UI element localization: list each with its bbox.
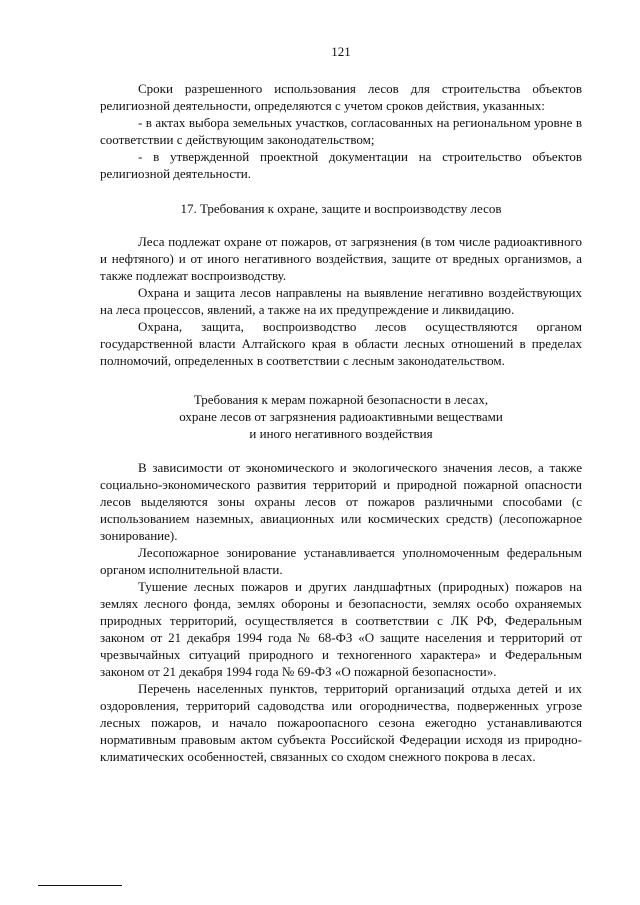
paragraph-fire-zoning: В зависимости от экономического и экологического значения лесов, а также социально-экономического развития территорий и природной пожарной опасности лесов выделяются зоны охраны лесов от пожаров различными способами (с использованием наземных, авиационных или космических средств) (лесопожарное зонирование). xyxy=(100,460,582,543)
paragraph-firefighting: Тушение лесных пожаров и других ландшафтных (природных) пожаров на землях лесного фонда, землях обороны и безопасности, землях особо охраняемых природных территорий, осуществляется в соответствии с ЛК РФ, Федеральным законом от 21 декабря 1994 года № 68-ФЗ «О защите населения и территорий от чрезвычайных ситуаций природного и техногенного характера» и Федеральным законом от 21 декабря 1994 года № 69-ФЗ «О пожарной безопасности». xyxy=(100,579,582,679)
list-item-project-docs: - в утвержденной проектной документации на строительство объектов религиозной деятельности. xyxy=(100,149,582,181)
paragraph-usage-terms: Сроки разрешенного использования лесов для строительства объектов религиозной деятельности, определяются с учетом сроков действия, указанных: xyxy=(100,81,582,113)
heading-line: Требования к мерам пожарной безопасности в лесах, xyxy=(193,392,489,407)
section-17-heading: 17. Требования к охране, защите и воспроизводству лесов xyxy=(180,201,502,216)
heading-line: охране лесов от загрязнения радиоактивными веществами xyxy=(179,409,503,424)
paragraph-authority: Охрана, защита, воспроизводство лесов осуществляются органом государственной власти Алтайского края в области лесных отношений в пределах полномочий, определенных в соответствии с лесным законодательством. xyxy=(100,319,582,368)
page-number: 121 xyxy=(331,44,351,59)
list-item-land-acts: - в актах выбора земельных участков, согласованных на региональном уровне в соответствии с действующим законодательством; xyxy=(100,115,582,147)
section-17-body xyxy=(100,233,582,369)
paragraph-zoning-authority: Лесопожарное зонирование устанавливается уполномоченным федеральным органом исполнительной власти. xyxy=(100,545,582,577)
paragraph-settlements-list: Перечень населенных пунктов, территорий организаций отдыха детей и их оздоровления, территорий садоводства или огородничества, подверженных угрозе лесных пожаров, и начало пожароопасного сезона ежегодно устанавливаются нормативным правовым актом субъекта Российской Федерации исходя из природно-климатических особенностей, связанных со сходом снежного покрова в лесах. xyxy=(100,681,582,764)
fire-safety-body xyxy=(100,459,582,765)
paragraph-forest-protection: Леса подлежат охране от пожаров, от загрязнения (в том числе радиоактивного и нефтяного) и от иного негативного воздействия, защите от вредных организмов, а также подлежат воспроизводству. xyxy=(100,234,582,283)
paragraph-protection-aims: Охрана и защита лесов направлены на выявление негативно воздействующих на леса процессов, явлений, а также на их предупреждение и ликвидацию. xyxy=(100,285,582,317)
footnote-rule xyxy=(38,885,122,886)
page-content xyxy=(100,44,582,765)
intro-block xyxy=(100,80,582,182)
heading-line: и иного негативного воздействия xyxy=(249,426,433,441)
fire-safety-heading xyxy=(100,391,582,442)
